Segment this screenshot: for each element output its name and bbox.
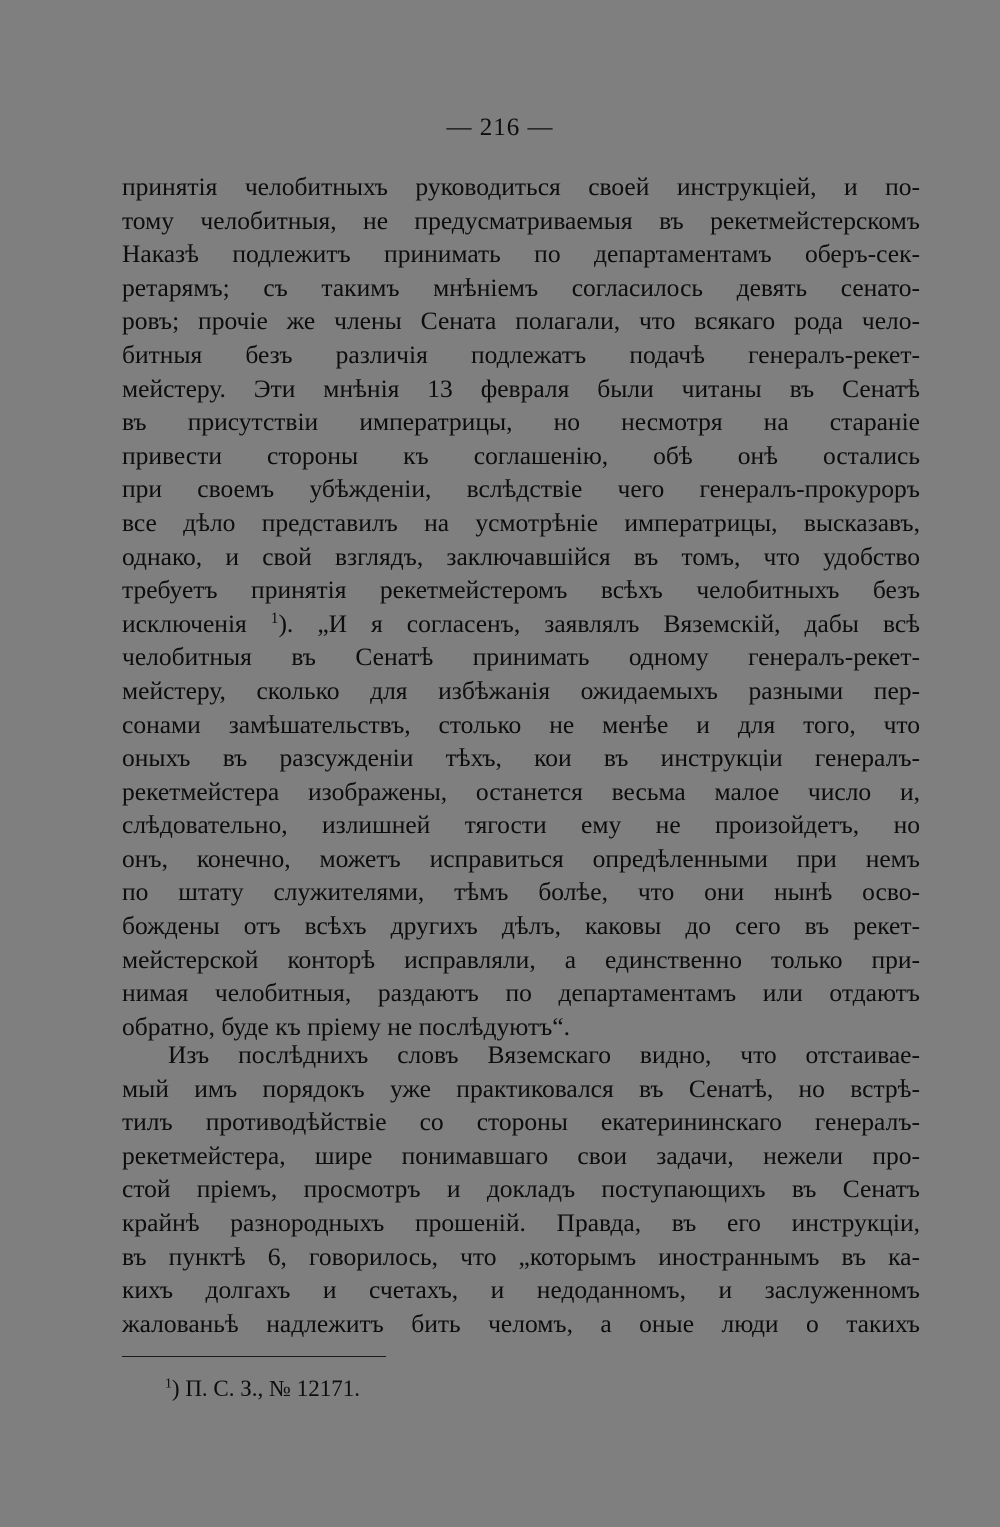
text-line: рекетмейстера изображены, останется весьма малое число и, [122,776,920,806]
text-line: Наказѣ подлежитъ принимать по департаментамъ оберъ-сек- [122,239,920,269]
text-line: тому челобитныя, не предусматриваемыя въ рекетмейстерскомъ [122,205,920,235]
text-line: по штату служителями, тѣмъ болѣе, что они нынѣ осво- [122,877,920,907]
footnote-divider [122,1356,386,1357]
text-line: обратно, буде къ пріему не послѣдуютъ“. [122,1011,570,1041]
text-line: мейстеру. Эти мнѣнія 13 февраля были читаны въ Сенатѣ [122,373,920,403]
page-number: — 216 — [446,114,554,141]
text-line: мейстеру, сколько для избѣжанія ожидаемыхъ разными пер- [122,675,920,705]
text-line: нимая челобитныя, раздаютъ по департаментамъ или отдаютъ [122,978,920,1008]
text-line: крайнѣ разнородныхъ прошеній. Правда, въ его инструкціи, [122,1207,920,1237]
footnote-text: ) П. С. З., № 12171. [171,1376,360,1401]
text-line: Изъ послѣднихъ словъ Вяземскаго видно, что отстаиваe- [168,1040,920,1069]
footnote [165,1374,360,1404]
text-line: привести стороны къ соглашенію, обѣ онѣ остались [122,440,920,470]
text-line: бождены отъ всѣхъ другихъ дѣлъ, каковы до сего въ рекет- [122,911,920,941]
text-line: слѣдовательно, излишней тягости ему не произойдетъ, но [122,810,920,840]
footnote-marker: 1 [165,1375,172,1391]
text-line: принятія челобитныхъ руководиться своей инструкціей, и по- [122,172,920,201]
text-line: ретарямъ; съ такимъ мнѣніемъ согласилось девять сенато- [122,272,920,302]
text-line: все дѣло представилъ на усмотрѣніе императрицы, высказавъ, [122,507,920,537]
text-fragment: исключенія [122,608,271,638]
text-line: жалованьѣ надлежитъ бить челомъ, а оные люди о такихъ [122,1308,920,1338]
text-line: однако, и свой взглядъ, заключавшійся въ томъ, что удобство [122,541,920,571]
text-line: челобитныя въ Сенатѣ принимать одному генералъ-рекет- [122,642,920,672]
text-line: тилъ противодѣйствіе со стороны екатерининскаго генералъ- [122,1107,920,1137]
text-line: ровъ; прочіе же члены Сената полагали, что всякаго рода чело- [122,306,920,336]
text-line: мый имъ порядокъ уже практиковался въ Сенатѣ, но встрѣ- [122,1073,920,1103]
text-line: въ присутствіи императрицы, но несмотря на стараніе [122,407,920,437]
text-line: мейстерской конторѣ исправляли, а единственно только при- [122,944,920,974]
text-line: сонами замѣшательствъ, столько не менѣе и для того, что [122,709,920,739]
text-line: онъ, конечно, можетъ исправиться опредѣленными при немъ [122,843,920,873]
text-line: въ пунктѣ 6, говорилось, что „которымъ иностраннымъ въ ка- [122,1241,920,1271]
paragraph-1 [122,170,920,1043]
text-line: требуетъ принятія рекетмейстеромъ всѣхъ челобитныхъ безъ [122,575,920,605]
text-line: рекетмейстера, шире понимавшаго свои задачи, нежели про- [122,1140,920,1170]
text-line: битныя безъ различія подлежатъ подачѣ генералъ-рекет- [122,339,920,369]
text-line: при своемъ убѣжденіи, вслѣдствіе чего генералъ-прокуроръ [122,474,920,504]
text-fragment: ). „И я согласенъ, заявлялъ Вяземскій, дабы всѣ [278,608,921,638]
text-line: оныхъ въ разсужденіи тѣхъ, кои въ инструкціи генералъ- [122,743,920,773]
text-line: кихъ долгахъ и счетахъ, и недоданномъ, и заслуженномъ [122,1275,920,1305]
footnote-reference: 1 [270,609,279,627]
text-line-with-footnote-ref [122,607,920,641]
text-line: стой пріемъ, просмотръ и докладъ поступающихъ въ Сенатъ [122,1174,920,1204]
paragraph-2 [122,1038,920,1340]
